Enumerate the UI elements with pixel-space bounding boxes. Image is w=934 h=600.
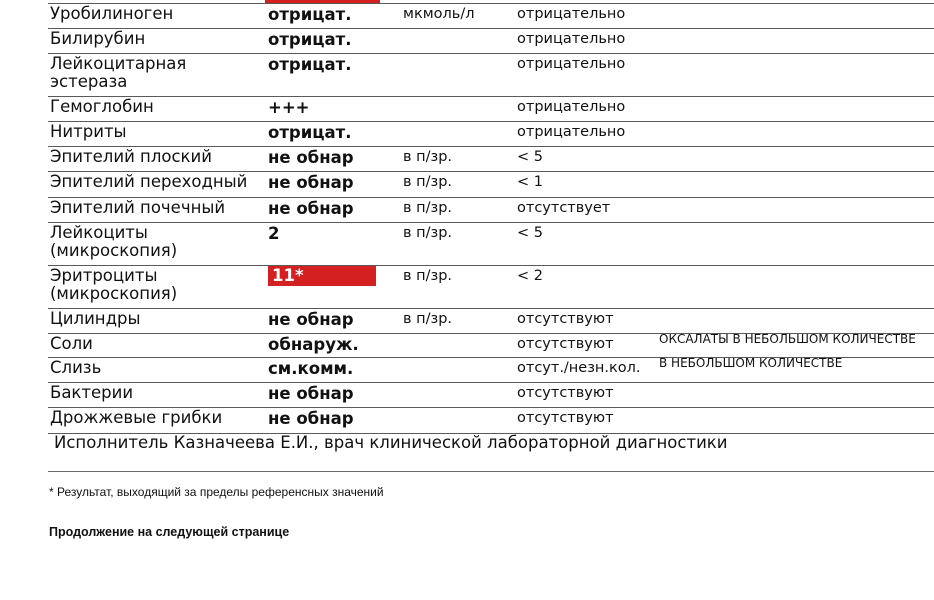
table-row (48, 333, 934, 358)
cell-ref: отсутствуют (517, 385, 614, 401)
cell-ref: < 2 (517, 268, 543, 284)
table-row (48, 121, 934, 147)
cell-name: Уробилиноген (50, 4, 174, 23)
cell-unit: в п/зр. (403, 149, 453, 165)
cell-ref: < 5 (517, 225, 543, 241)
cell-name: Лейкоциты (микроскопия) (50, 223, 178, 260)
cell-name: Эпителий почечный (50, 198, 226, 217)
footnote: * Результат, выходящий за пределы референсных значений (49, 485, 384, 499)
cell-name: Эпителий плоский (50, 147, 212, 166)
cell-name: Эритроциты (микроскопия) (50, 266, 178, 303)
cell-name: Билирубин (50, 29, 146, 48)
cell-unit: в п/зр. (403, 174, 453, 190)
cell-ref: отсут./незн.кол. (517, 360, 641, 376)
cell-ref: отсутствуют (517, 311, 614, 327)
table-row (48, 407, 934, 434)
cell-value: отрицат. (268, 55, 352, 74)
cell-value: обнаруж. (268, 335, 359, 354)
table-row (48, 382, 934, 408)
cell-name: Соли (50, 334, 93, 353)
cell-value: не обнар (268, 310, 354, 329)
cell-value: +++ (268, 98, 310, 117)
cell-value: 11* (268, 266, 376, 286)
cell-value: не обнар (268, 173, 354, 192)
cell-ref: отсутствует (517, 200, 611, 216)
table-row (48, 308, 934, 334)
cell-ref: отсутствуют (517, 336, 614, 352)
cell-name: Гемоглобин (50, 97, 154, 116)
cell-name: Слизь (50, 358, 102, 377)
cell-comment: ОКСАЛАТЫ В НЕБОЛЬШОМ КОЛИЧЕСТВЕ (659, 332, 916, 346)
cell-ref: отсутствуют (517, 410, 614, 426)
cell-value: отрицат. (268, 123, 352, 142)
cell-ref: отрицательно (517, 31, 626, 47)
cell-name: Дрожжевые грибки (50, 408, 223, 427)
cell-ref: отрицательно (517, 56, 626, 72)
cell-ref: отрицательно (517, 99, 626, 115)
cell-ref: < 5 (517, 149, 543, 165)
divider (48, 471, 934, 472)
table-row (48, 53, 934, 97)
cell-unit: в п/зр. (403, 225, 453, 241)
table-row (48, 28, 934, 54)
cell-unit: мкмоль/л (403, 6, 475, 22)
cell-value: 2 (268, 224, 280, 243)
table-row (48, 197, 934, 223)
cell-value: отрицат. (268, 5, 352, 24)
continuation-note: Продолжение на следующей странице (49, 525, 290, 539)
cell-name: Лейкоцитарная эстераза (50, 54, 187, 91)
cell-value: не обнар (268, 199, 354, 218)
table-row (48, 222, 934, 266)
cell-ref: отрицательно (517, 6, 626, 22)
cell-value: см.комм. (268, 359, 354, 378)
cell-unit: в п/зр. (403, 268, 453, 284)
cell-unit: в п/зр. (403, 311, 453, 327)
table-row (48, 3, 934, 29)
table-row (48, 171, 934, 198)
cell-comment: В НЕБОЛЬШОМ КОЛИЧЕСТВЕ (659, 356, 843, 370)
cell-ref: < 1 (517, 174, 543, 190)
table-row (48, 146, 934, 172)
cell-value: не обнар (268, 384, 354, 403)
table-row (48, 265, 934, 309)
cell-name: Бактерии (50, 383, 134, 402)
cell-name: Нитриты (50, 122, 127, 141)
cell-ref: отрицательно (517, 124, 626, 140)
table-row (48, 357, 934, 383)
table-row (48, 96, 934, 122)
cell-name: Эпителий переходный (50, 172, 248, 191)
executor-line: Исполнитель Казначеева Е.И., врач клинической лабораторной диагностики (54, 433, 728, 452)
cell-value: не обнар (268, 409, 354, 428)
cell-unit: в п/зр. (403, 200, 453, 216)
cell-name: Цилиндры (50, 309, 141, 328)
cell-value: отрицат. (268, 30, 352, 49)
cell-value: не обнар (268, 148, 354, 167)
